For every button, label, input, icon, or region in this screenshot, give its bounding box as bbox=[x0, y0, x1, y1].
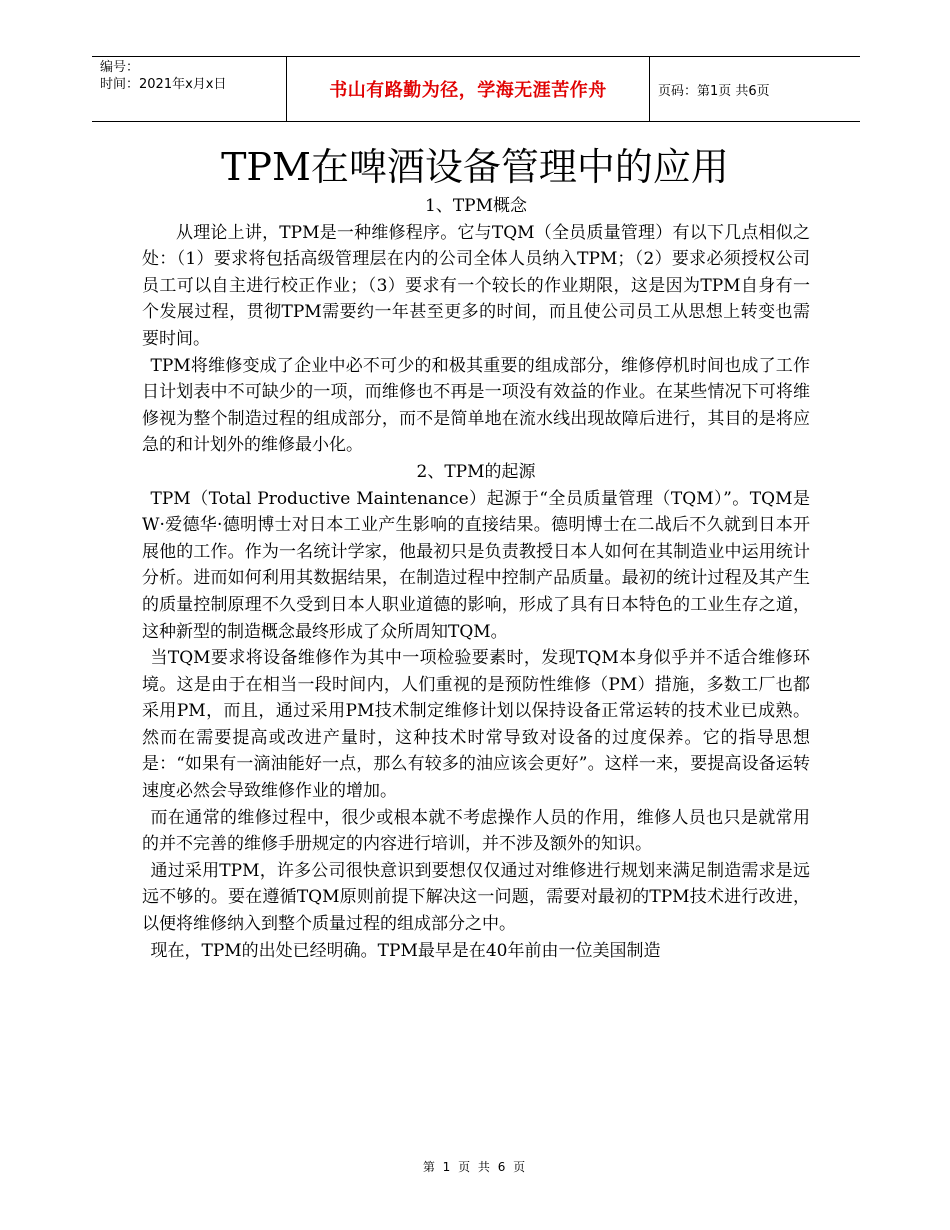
paragraph: TPM（Total Productive Maintenance）起源于“全员质量管理（TQM）”。TQM是W·爱德华·德明博士对日本工业产生影响的直接结果。德明博士在二战后不久就到日本开展他的工作。作为一名统计学家，他最初只是负责教授日本人如何在其制造业中运用统计分析。进而如何利用其数据结果，在制造过程中控制产品质量。最初的统计过程及其产生的质量控制原理不久受到日本人职业道德的影响，形成了具有日本特色的工业生存之道，这种新型的制造概念最终形成了众所周知TQM。 bbox=[142, 488, 810, 642]
document-title: TPM在啤酒设备管理中的应用 bbox=[221, 145, 729, 189]
document-time-label: 时间：2021年x月x日 bbox=[100, 77, 227, 92]
paragraph: 现在，TPM的出处已经明确。TPM最早是在40年前由一位美国制造 bbox=[150, 940, 661, 961]
section-heading: 2、TPM的起源 bbox=[416, 461, 536, 482]
page-header bbox=[92, 56, 860, 122]
paragraph: 通过采用TPM，许多公司很快意识到要想仅仅通过对维修进行规划来满足制造需求是远远不够的。要在遵循TQM原则前提下解决这一问题，需要对最初的TPM技术进行改进，以便将维修纳入到整个质量过程的组成部分之中。 bbox=[142, 860, 810, 935]
paragraph: 而在通常的维修过程中，很少或根本就不考虑操作人员的作用，维修人员也只是就常用的并不完善的维修手册规定的内容进行培训，并不涉及额外的知识。 bbox=[142, 807, 810, 855]
header-page-info: 页码：第1页 共6页 bbox=[658, 83, 770, 99]
document-body bbox=[142, 193, 810, 964]
paragraph: 当TQM要求将设备维修作为其中一项检验要素时，发现TQM本身似乎并不适合维修环境。这是由于在相当一段时间内，人们重视的是预防性维修（PM）措施，多数工厂也都采用PM，而且，通过采用PM技术制定维修计划以保持设备正常运转的技术业已成熟。然而在需要提高或改进产量时，这种技术时常导致对设备的过度保养。它的指导思想是：“如果有一滴油能好一点，那么有较多的油应该会更好”。这样一来，要提高设备运转速度必然会导致维修作业的增加。 bbox=[142, 648, 810, 802]
header-meta bbox=[92, 57, 286, 121]
document-number-label: 编号： bbox=[100, 60, 140, 75]
paragraph: TPM将维修变成了企业中必不可少的和极其重要的组成部分，维修停机时间也成了工作日计划表中不可缺少的一项，而维修也不再是一项没有效益的作业。在某些情况下可将维修视为整个制造过程的组成部分，而不是简单地在流水线出现故障后进行，其目的是将应急的和计划外的维修最小化。 bbox=[142, 355, 810, 456]
paragraph: 从理论上讲，TPM是一种维修程序。它与TQM（全员质量管理）有以下几点相似之处：（1）要求将包括高级管理层在内的公司全体人员纳入TPM；（2）要求必须授权公司员工可以自主进行校正作业；（3）要求有一个较长的作业期限，这是因为TPM自身有一个发展过程，贯彻TPM需要约一年甚至更多的时间，而且使公司员工从思想上转变也需要时间。 bbox=[142, 222, 810, 349]
header-motto: 书山有路勤为径，学海无涯苦作舟 bbox=[286, 57, 650, 121]
page-footer: 第 1 页 共 6 页 bbox=[422, 1160, 528, 1174]
section-heading: 1、TPM概念 bbox=[425, 196, 527, 216]
